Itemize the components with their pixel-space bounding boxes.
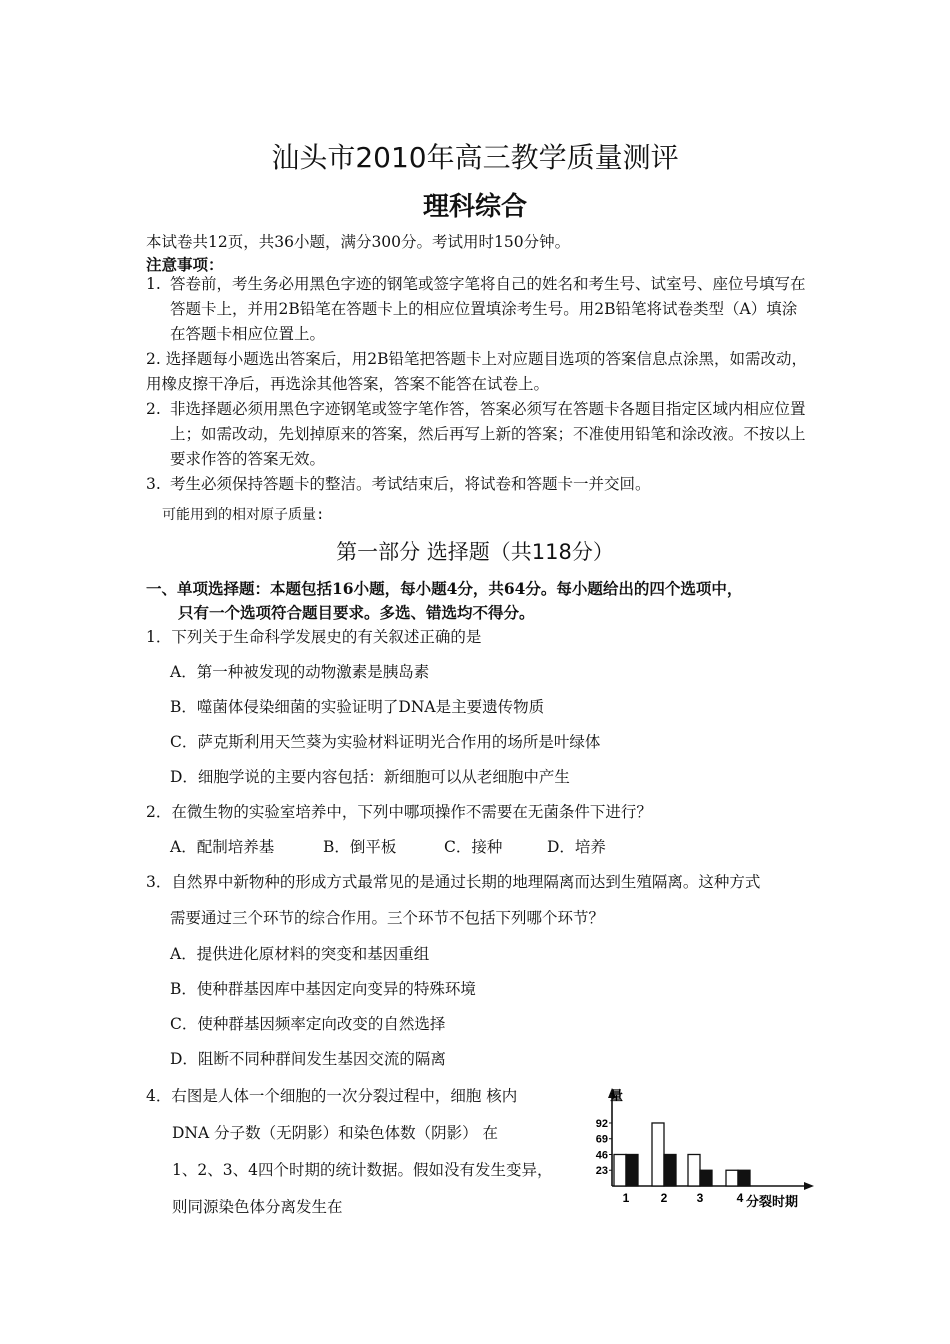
question-1-option-a: A．第一种被发现的动物激素是胰岛素	[170, 663, 430, 681]
notes-list	[146, 272, 810, 497]
question-3-option-c: C．使种群基因频率定向改变的自然选择	[170, 1015, 446, 1033]
chromosome-bar	[738, 1170, 750, 1186]
dna-bar	[688, 1154, 700, 1186]
x-tick-label: 2	[660, 1191, 668, 1205]
question-2-option-d: D．培养	[547, 838, 606, 856]
question-1-stem: 1．下列关于生命科学发展史的有关叙述正确的是	[146, 628, 482, 646]
y-tick-label: 23	[595, 1165, 608, 1178]
notes-heading: 注意事项：	[146, 255, 224, 274]
dna-bar	[614, 1154, 626, 1186]
note-number: 2.	[146, 350, 161, 368]
question-1-option-c: C．萨克斯利用天竺葵为实验材料证明光合作用的场所是叶绿体	[170, 733, 601, 751]
exam-title: 汕头市2010年高三教学质量测评	[271, 141, 679, 174]
x-axis-arrow	[804, 1182, 814, 1190]
x-tick-label: 1	[622, 1191, 630, 1205]
question-4-line3: 1、2、3、4四个时期的统计数据。假如没有发生变异，	[172, 1161, 553, 1179]
question-3-stem-line2: 需要通过三个环节的综合作用。三个环节不包括下列哪个环节？	[170, 909, 605, 927]
question-2-option-a: A．配制培养基	[170, 838, 275, 856]
note-text: 选择题每小题选出答案后，用2B铅笔把答题卡上对应题目选项的答案信息点涂黑，如需改动，用橡皮擦干净后，再选涂其他答案，答案不能答在试卷上。	[146, 350, 807, 393]
note-item	[146, 347, 810, 397]
question-3-option-d: D．阻断不同种群间发生基因交流的隔离	[170, 1050, 446, 1068]
note-item	[146, 397, 810, 472]
note-text: 考生必须保持答题卡的整洁。考试结束后，将试卷和答题卡一并交回。	[170, 475, 651, 493]
part-heading-line2: 只有一个选项符合题目要求。多选、错选均不得分。	[178, 603, 535, 622]
note-number: 1.	[146, 275, 161, 293]
question-2-stem: 2．在微生物的实验室培养中，下列中哪项操作不需要在无菌条件下进行？	[146, 803, 652, 821]
y-tick-label: 92	[595, 1117, 608, 1130]
question-1-option-b: B．噬菌体侵染细菌的实验证明了DNA是主要遗传物质	[170, 698, 545, 716]
note-number: 2.	[146, 400, 161, 418]
question-4-line1: 4．右图是人体一个细胞的一次分裂过程中，细胞 核内	[146, 1087, 518, 1105]
atomic-mass-line: 可能用到的相对原子质量:	[162, 507, 325, 523]
y-tick-label: 69	[595, 1133, 608, 1146]
x-tick-label: 3	[696, 1191, 704, 1205]
x-tick-label: 4	[736, 1191, 744, 1205]
dna-bar	[726, 1170, 738, 1186]
chromosome-bar	[700, 1170, 712, 1186]
chromosome-bar	[664, 1154, 676, 1186]
note-item	[146, 472, 810, 497]
question-2-option-b: B．倒平板	[323, 838, 397, 856]
note-number: 3.	[146, 475, 161, 493]
question-3-option-b: B．使种群基因库中基因定向变异的特殊环境	[170, 980, 476, 998]
cell-division-bar-chart	[588, 1080, 824, 1212]
question-4-line2: DNA 分子数（无阴影）和染色体数（阴影） 在	[172, 1124, 499, 1142]
chromosome-bar	[626, 1154, 638, 1186]
question-2-option-c: C．接种	[444, 838, 503, 856]
question-1-option-d: D．细胞学说的主要内容包括：新细胞可以从老细胞中产生	[170, 768, 570, 786]
section-title: 第一部分 选择题（共118分）	[336, 540, 614, 564]
question-3-stem-line1: 3．自然界中新物种的形成方式最常见的是通过长期的地理隔离而达到生殖隔离。这种方式	[146, 873, 761, 891]
dna-bar	[652, 1123, 664, 1186]
y-tick-label: 46	[595, 1149, 608, 1162]
note-text: 非选择题必须用黑色字迹钢笔或签字笔作答，答案必须写在答题卡各题目指定区域内相应位置上；如需改动，先划掉原来的答案，然后再写上新的答案；不准使用铅笔和涂改液。不按以上要求作答的答案无效。	[170, 400, 806, 468]
exam-subtitle: 理科综合	[422, 192, 527, 222]
question-4-line4: 则同源染色体分离发生在	[172, 1198, 343, 1216]
y-axis-label: 量	[610, 1088, 624, 1103]
note-text: 答卷前，考生务必用黑色字迹的钢笔或签字笔将自己的姓名和考生号、试室号、座位号填写在答题卡上，并用2B铅笔在答题卡上的相应位置填涂考生号。用2B铅笔将试卷类型（A）填涂在答题卡相应位置上。	[170, 275, 806, 343]
question-3-option-a: A．提供进化原材料的突变和基因重组	[170, 945, 430, 963]
note-item	[146, 272, 810, 347]
exam-intro: 本试卷共12页，共36小题，满分300分。考试用时150分钟。	[146, 233, 571, 251]
part-heading-line1: 一、单项选择题：本题包括16小题，每小题4分，共64分。每小题给出的四个选项中，	[146, 579, 743, 598]
x-axis-label: 分裂时期	[746, 1194, 799, 1209]
